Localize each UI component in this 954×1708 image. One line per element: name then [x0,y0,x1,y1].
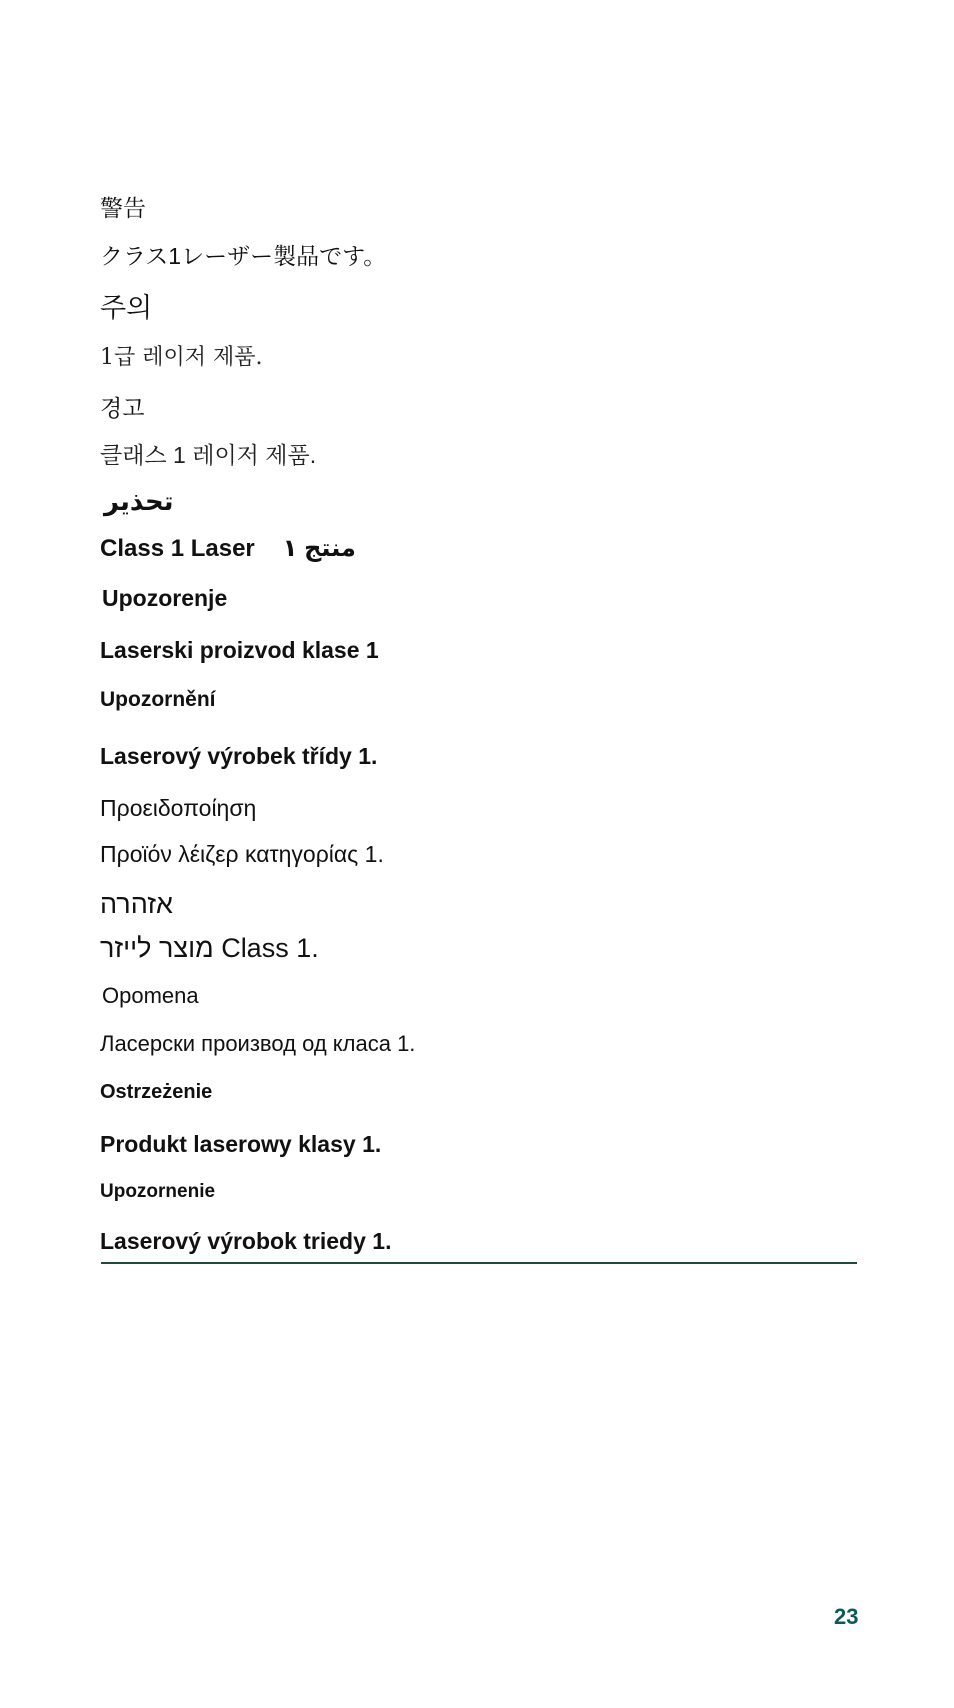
page-number: 23 [834,1604,859,1629]
warning-text-korean-1: 1급 레이저 제품. [100,345,263,370]
warning-text-polish: Produkt laserowy klasy 1. [100,1131,382,1157]
warning-text-korean-2: 클래스 1 레이저 제품. [100,442,317,468]
warning-text-macedonian: Ласерски производ од класа 1. [100,1031,416,1056]
warning-heading-czech: Upozornění [100,688,216,711]
warning-text-japanese: クラス1レーザー製品です。 [100,243,387,269]
warning-text-slovak: Laserový výrobok triedy 1. [100,1228,392,1254]
warning-heading-korean-2: 경고 [100,395,145,421]
section-divider [101,1262,857,1264]
warning-heading-croatian: Upozorenje [102,585,228,611]
warning-text-croatian: Laserski proizvod klase 1 [100,637,379,663]
warning-heading-korean-1: 주의 [100,293,153,323]
warning-text-greek: Προϊόν λέιζερ κατηγορίας 1. [100,841,384,867]
warning-heading-greek: Προειδοποίηση [100,795,257,821]
warning-heading-japanese: 警告 [100,195,146,221]
warning-heading-hebrew: אזהרה [100,889,173,919]
warning-text-hebrew: מוצר לייזר Class 1. [100,933,319,963]
warning-text-arabic [100,537,356,561]
warning-text-czech: Laserový výrobek třídy 1. [100,743,378,769]
warning-heading-polish: Ostrzeżenie [100,1081,213,1103]
warning-heading-macedonian: Opomena [102,983,199,1008]
warning-heading-slovak: Upozornenie [100,1181,216,1202]
warning-heading-arabic: تحذير [104,486,174,516]
warning-text-arabic-latin: Class 1 Laser [100,535,255,562]
warning-text-arabic-script: منتج ١ [282,535,356,562]
